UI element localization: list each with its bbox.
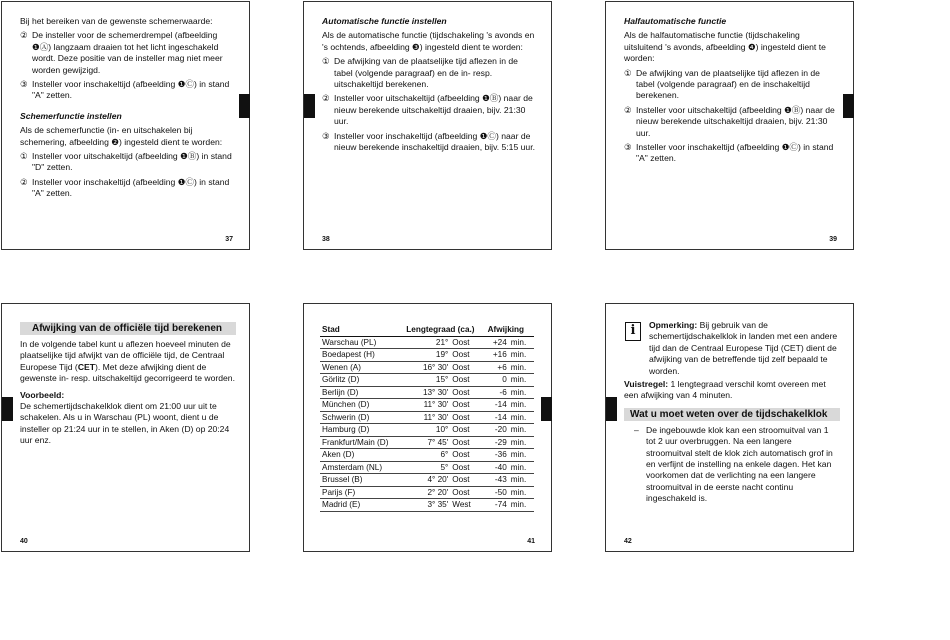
cell-unit: min. bbox=[509, 361, 534, 374]
page-number: 41 bbox=[527, 538, 535, 545]
page-37-content bbox=[20, 16, 232, 203]
step-item: ③ Insteller voor inschakeltijd (afbeelding ❶Ⓒ) in stand "A" zetten. bbox=[624, 142, 834, 164]
page-number: 37 bbox=[225, 236, 233, 243]
cell-unit: min. bbox=[509, 449, 534, 462]
table-row bbox=[320, 349, 534, 362]
step-item: ① De afwijking van de plaatselijke tijd aflezen in de tabel (volgende paragraaf) en de in- resp. uitschakeltijd berekenen. bbox=[322, 56, 518, 90]
cell-deviation: -50 bbox=[486, 486, 509, 499]
section-paragraph: Als de schemerfunctie (in- en uitschakelen bij schemering, afbeelding ❷) ingesteld dient te worden: bbox=[20, 125, 223, 147]
cell-direction: Oost bbox=[450, 461, 485, 474]
cell-deviation: +16 bbox=[486, 349, 509, 362]
thumb-tab bbox=[239, 94, 250, 118]
cell-city: Schwerin (D) bbox=[320, 411, 404, 424]
example-label: Voorbeeld: bbox=[20, 389, 65, 400]
section-paragraph: In de volgende tabel kunt u aflezen hoeveel minuten de plaatselijke tijd afwijkt van de officiële tijd, de Centraal Europese Tijd (CET). Met deze afwijking dient de gewenste in- resp. uitschakeltijd gecorrigeerd te worden. bbox=[20, 339, 235, 384]
cell-unit: min. bbox=[509, 499, 534, 512]
cell-city: Madrid (E) bbox=[320, 499, 404, 512]
cell-direction: West bbox=[450, 499, 485, 512]
cell-deviation: -36 bbox=[486, 449, 509, 462]
step-item: ③ Insteller voor inschakeltijd (afbeelding ❶Ⓒ) in stand "A" zetten. bbox=[20, 79, 230, 101]
page-number: 39 bbox=[829, 236, 837, 243]
cell-direction: Oost bbox=[450, 436, 485, 449]
cell-degrees: 11° 30' bbox=[404, 411, 450, 424]
cell-degrees: 6° bbox=[404, 449, 450, 462]
cell-degrees: 19° bbox=[404, 349, 450, 362]
cell-city: Amsterdam (NL) bbox=[320, 461, 404, 474]
cell-degrees: 4° 20' bbox=[404, 474, 450, 487]
cell-city: Wenen (A) bbox=[320, 361, 404, 374]
cell-deviation: -14 bbox=[486, 411, 509, 424]
page-39 bbox=[605, 1, 854, 250]
section-heading: Schemerfunctie instellen bbox=[20, 110, 122, 121]
page-38 bbox=[303, 1, 552, 250]
cell-city: Brussel (B) bbox=[320, 474, 404, 487]
cell-degrees: 11° 30' bbox=[404, 399, 450, 412]
cell-direction: Oost bbox=[450, 361, 485, 374]
cell-direction: Oost bbox=[450, 424, 485, 437]
page-number: 38 bbox=[322, 236, 330, 243]
step-item: ① Insteller voor uitschakeltijd (afbeelding ❶Ⓑ) in stand "D" zetten. bbox=[20, 151, 232, 173]
header-deviation: Afwijking bbox=[486, 324, 534, 336]
header-longitude: Lengtegraad (ca.) bbox=[404, 324, 485, 336]
cell-degrees: 5° bbox=[404, 461, 450, 474]
step-item: ② Insteller voor uitschakeltijd (afbeelding ❶Ⓑ) naar de nieuw berekende uitschakeltijd draaien, bijv. 21:30 uur. bbox=[322, 93, 533, 127]
table-row bbox=[320, 424, 534, 437]
cell-direction: Oost bbox=[450, 474, 485, 487]
cell-deviation: -29 bbox=[486, 436, 509, 449]
cell-city: München (D) bbox=[320, 399, 404, 412]
section-heading: Afwijking van de officiële tijd berekenen bbox=[20, 322, 236, 335]
thumb-tab bbox=[843, 94, 854, 118]
cell-deviation: -6 bbox=[486, 386, 509, 399]
page-number: 40 bbox=[20, 538, 28, 545]
cell-city: Aken (D) bbox=[320, 449, 404, 462]
page-37 bbox=[1, 1, 250, 250]
cell-degrees: 16° 30' bbox=[404, 361, 450, 374]
cell-degrees: 3° 35' bbox=[404, 499, 450, 512]
header-city: Stad bbox=[320, 324, 404, 336]
table-row bbox=[320, 474, 534, 487]
step-item: ② De insteller voor de schemerdrempel (afbeelding ❶Ⓐ) langzaam draaien tot het licht ingeschakeld wordt. Deze positie van de insteller mag niet meer worden gewijzigd. bbox=[20, 30, 223, 75]
cell-unit: min. bbox=[509, 411, 534, 424]
cell-direction: Oost bbox=[450, 336, 485, 349]
section-heading: Wat u moet weten over de tijdschakelklok bbox=[624, 408, 840, 421]
cell-deviation: -20 bbox=[486, 424, 509, 437]
cell-unit: min. bbox=[509, 399, 534, 412]
cell-deviation: +24 bbox=[486, 336, 509, 349]
intro-text: Bij het bereiken van de gewenste schemerwaarde: bbox=[20, 16, 213, 26]
thumb-tab bbox=[304, 94, 315, 118]
cell-degrees: 13° 30' bbox=[404, 386, 450, 399]
table-row bbox=[320, 386, 534, 399]
cell-deviation: -14 bbox=[486, 399, 509, 412]
cell-direction: Oost bbox=[450, 386, 485, 399]
table-row bbox=[320, 374, 534, 387]
table-row bbox=[320, 336, 534, 349]
step-item: ③ Insteller voor inschakeltijd (afbeelding ❶Ⓒ) naar de nieuw berekende inschakeltijd draaien, bijv. 5:15 uur. bbox=[322, 130, 535, 153]
cell-city: Parijs (F) bbox=[320, 486, 404, 499]
cell-unit: min. bbox=[509, 374, 534, 387]
cell-deviation: -40 bbox=[486, 461, 509, 474]
cell-direction: Oost bbox=[450, 411, 485, 424]
cell-deviation: +6 bbox=[486, 361, 509, 374]
page-42-note bbox=[649, 320, 839, 380]
cell-degrees: 7° 45' bbox=[404, 436, 450, 449]
cell-degrees: 15° bbox=[404, 374, 450, 387]
page-42 bbox=[605, 303, 854, 552]
step-item: ② Insteller voor uitschakeltijd (afbeelding ❶Ⓑ) naar de nieuw berekende uitschakeltijd draaien, bijv. 21:30 uur. bbox=[624, 104, 835, 138]
page-42-content bbox=[624, 379, 840, 505]
page-39-content bbox=[624, 16, 838, 168]
section-heading: Automatische functie instellen bbox=[322, 16, 447, 26]
page-41 bbox=[303, 303, 552, 552]
page-40 bbox=[1, 303, 250, 552]
cell-unit: min. bbox=[509, 336, 534, 349]
table-row bbox=[320, 461, 534, 474]
note-paragraph: Opmerking: Bij gebruik van de schemertijdschakelklok in landen met een andere tijd dan de Centraal Europese Tijd (CET) dient de afwijking van de betreffende tijd zelf bepaald te worden. bbox=[649, 320, 838, 376]
table-row bbox=[320, 411, 534, 424]
cell-direction: Oost bbox=[450, 374, 485, 387]
table-row bbox=[320, 361, 534, 374]
cell-direction: Oost bbox=[450, 349, 485, 362]
page-38-content bbox=[322, 16, 538, 156]
cell-city: Boedapest (H) bbox=[320, 349, 404, 362]
step-item: ① De afwijking van de plaatselijke tijd aflezen in de tabel (volgende paragraaf) en de inschakeltijd berekenen. bbox=[624, 67, 820, 101]
cell-city: Frankfurt/Main (D) bbox=[320, 436, 404, 449]
table-row bbox=[320, 499, 534, 512]
cell-unit: min. bbox=[509, 486, 534, 499]
thumb-tab bbox=[541, 397, 552, 421]
list-item: – De ingebouwde klok kan een stroomuitval van 1 tot 2 uur overbruggen. Na een langere stroomuitval stelt de klok zich automatisch grof in en verfijnt de instelling na enkele dagen. Het kan voorkomen dat de verlichting na een langere stroomuitval in de eerste nacht continu ingeschakeld is. bbox=[634, 424, 833, 504]
cell-city: Hamburg (D) bbox=[320, 424, 404, 437]
info-icon: i bbox=[625, 322, 641, 341]
rule-paragraph: Vuistregel: 1 lengtegraad verschil komt overeen met een afwijking van 4 minuten. bbox=[624, 379, 826, 401]
cell-unit: min. bbox=[509, 349, 534, 362]
table-row bbox=[320, 486, 534, 499]
cell-degrees: 2° 20' bbox=[404, 486, 450, 499]
cell-unit: min. bbox=[509, 461, 534, 474]
cell-degrees: 10° bbox=[404, 424, 450, 437]
cell-city: Görlitz (D) bbox=[320, 374, 404, 387]
cell-unit: min. bbox=[509, 386, 534, 399]
page-40-content bbox=[20, 322, 236, 450]
example-text: De schemertijdschakelklok dient om 21:00 uur uit te schakelen. Als u in Warschau (PL) woont, dient u de insteller op 21:24 uur in te stellen, in Aken (D) op 20:24 uur enz. bbox=[20, 401, 230, 446]
cell-deviation: -43 bbox=[486, 474, 509, 487]
page-41-content bbox=[320, 324, 536, 512]
thumb-tab bbox=[2, 397, 13, 421]
step-item: ② Insteller voor inschakeltijd (afbeelding ❶Ⓒ) in stand "A" zetten. bbox=[20, 176, 230, 199]
cell-direction: Oost bbox=[450, 449, 485, 462]
cell-direction: Oost bbox=[450, 486, 485, 499]
section-heading: Halfautomatische functie bbox=[624, 16, 727, 26]
cell-city: Berlijn (D) bbox=[320, 386, 404, 399]
cell-unit: min. bbox=[509, 436, 534, 449]
table-row bbox=[320, 449, 534, 462]
cell-unit: min. bbox=[509, 424, 534, 437]
section-paragraph: Als de automatische functie (tijdschakeling 's avonds en 's ochtends, afbeelding ❸) ingesteld dient te worden: bbox=[322, 30, 535, 52]
thumb-tab bbox=[606, 397, 617, 421]
longitude-table bbox=[320, 324, 534, 512]
table-header-row bbox=[320, 324, 534, 336]
page-number: 42 bbox=[624, 538, 632, 545]
cell-deviation: 0 bbox=[486, 374, 509, 387]
table-row bbox=[320, 436, 534, 449]
table-row bbox=[320, 399, 534, 412]
cell-degrees: 21° bbox=[404, 336, 450, 349]
section-paragraph: Als de halfautomatische functie (tijdschakeling uitsluitend 's avonds, afbeelding ❹) ingesteld dient te worden: bbox=[624, 30, 826, 64]
cell-unit: min. bbox=[509, 474, 534, 487]
cell-city: Warschau (PL) bbox=[320, 336, 404, 349]
cell-deviation: -74 bbox=[486, 499, 509, 512]
cell-direction: Oost bbox=[450, 399, 485, 412]
